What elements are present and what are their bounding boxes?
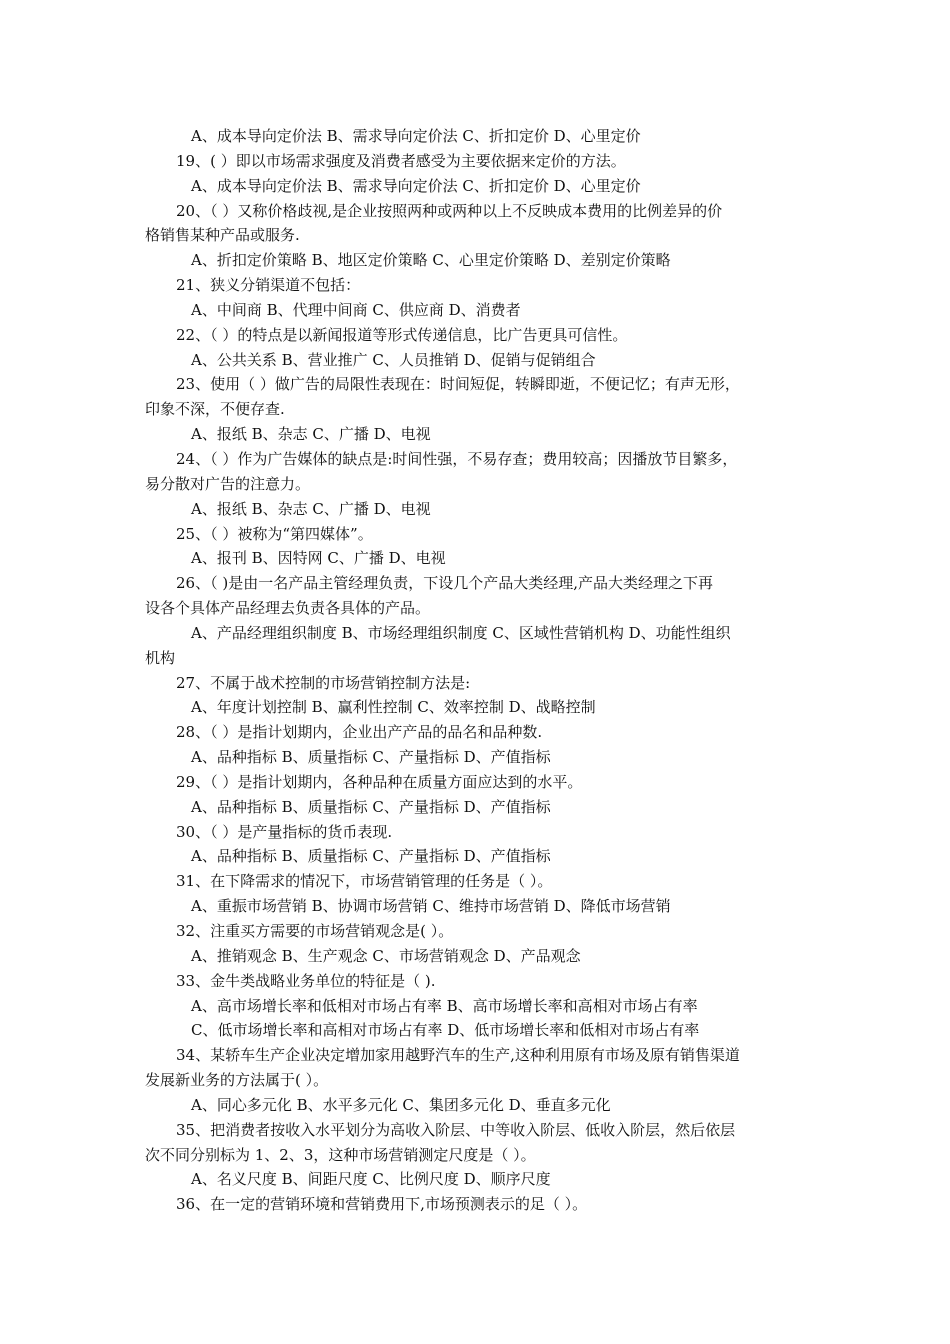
question-line: 19、( ）即以市场需求强度及消费者感受为主要依据来定价的方法。 [176,151,626,170]
question-continuation-line: 发展新业务的方法属于( ）。 [145,1071,329,1090]
answer-options-line: A、品种指标 B、质量指标 C、产量指标 D、产值指标 [191,847,551,866]
answer-options-line: A、报纸 B、杂志 C、广播 D、电视 [191,425,431,444]
question-line: 34、某轿车生产企业决定增加家用越野汽车的生产,这种利用原有市场及原有销售渠道 [176,1046,740,1065]
question-continuation-line: 次不同分别标为 1、2、3，这种市场营销测定尺度是（ ）。 [145,1145,536,1164]
answer-options-line: C、低市场增长率和高相对市场占有率 D、低市场增长率和低相对市场占有率 [191,1021,700,1040]
question-line: 35、把消费者按收入水平划分为高收入阶层、中等收入阶层、低收入阶层，然后依层 [176,1120,736,1139]
question-line: 23、使用（ ）做广告的局限性表现在：时间短促，转瞬即逝，不便记忆；有声无形， [176,375,740,394]
answer-options-line: A、成本导向定价法 B、需求导向定价法 C、折扣定价 D、心里定价 [191,127,641,145]
question-line: 20、（ ）又称价格歧视,是企业按照两种或两种以上不反映成本费用的比例差异的价 [176,201,723,220]
answer-options-line: A、报纸 B、杂志 C、广播 D、电视 [191,499,431,518]
question-line: 25、（ ）被称为“第四媒体”。 [176,524,373,543]
answer-options-line: A、折扣定价策略 B、地区定价策略 C、心里定价策略 D、差别定价策略 [191,251,671,270]
question-line: 21、狭义分销渠道不包括： [176,276,361,295]
answer-options-line: A、品种指标 B、质量指标 C、产量指标 D、产值指标 [191,797,551,816]
question-line: 27、不属于战术控制的市场营销控制方法是: [176,673,471,692]
question-line: 22、（ ）的特点是以新闻报道等形式传递信息，比广告更具可信性。 [176,325,628,344]
question-line: 36、在一定的营销环境和营销费用下,市场预测表示的足（ ）。 [176,1195,588,1214]
question-continuation-line: 格销售某种产品或服务. [145,226,300,245]
question-line: 26、（ )是由一名产品主管经理负责，下设几个产品大类经理,产品大类经理之下再 [176,574,713,593]
answer-options-line: A、报刊 B、因特网 C、广播 D、电视 [191,549,446,568]
question-continuation-line: 印象不深，不便存查. [145,400,285,419]
answer-options-line: A、产品经理组织制度 B、市场经理组织制度 C、区域性营销机构 D、功能性组织 [191,623,731,642]
answer-options-line: A、公共关系 B、营业推广 C、人员推销 D、促销与促销组合 [191,350,596,369]
document-page [145,124,815,1217]
question-line: 33、金牛类战略业务单位的特征是（ ). [176,971,436,990]
question-line: 28、（ ）是指计划期内，企业出产产品的品名和品种数. [176,723,543,742]
answer-options-line: A、推销观念 B、生产观念 C、市场营销观念 D、产品观念 [191,946,581,965]
answer-options-line: A、同心多元化 B、水平多元化 C、集团多元化 D、垂直多元化 [191,1095,611,1114]
answer-options-line: A、品种指标 B、质量指标 C、产量指标 D、产值指标 [191,748,551,767]
question-continuation-line: 机构 [145,648,176,667]
question-continuation-line: 设各个具体产品经理去负责各具体的产品。 [145,599,431,618]
question-line: 24、（ ）作为广告媒体的缺点是:时间性强，不易存查；费用较高；因播放节目繁多， [176,449,738,468]
answer-options-line: A、名义尺度 B、间距尺度 C、比例尺度 D、顺序尺度 [191,1170,551,1189]
answer-options-line: A、年度计划控制 B、赢利性控制 C、效率控制 D、战略控制 [191,698,596,717]
answer-options-line: A、成本导向定价法 B、需求导向定价法 C、折扣定价 D、心里定价 [191,176,641,195]
question-line: 32、注重买方需要的市场营销观念是( ）。 [176,922,454,940]
question-line: 31、在下降需求的情况下，市场营销管理的任务是（ ）。 [176,872,553,891]
question-continuation-line: 易分散对广告的注意力。 [145,474,311,493]
answer-options-line: A、高市场增长率和低相对市场占有率 B、高市场增长率和高相对市场占有率 [191,996,698,1015]
question-line: 30、（ ）是产量指标的货币表现. [176,822,393,841]
answer-options-line: A、中间商 B、代理中间商 C、供应商 D、消费者 [191,300,521,319]
question-line: 29、（ ）是指计划期内，各种品种在质量方面应达到的水平。 [176,772,583,791]
answer-options-line: A、重振市场营销 B、协调市场营销 C、维持市场营销 D、降低市场营销 [191,897,671,916]
